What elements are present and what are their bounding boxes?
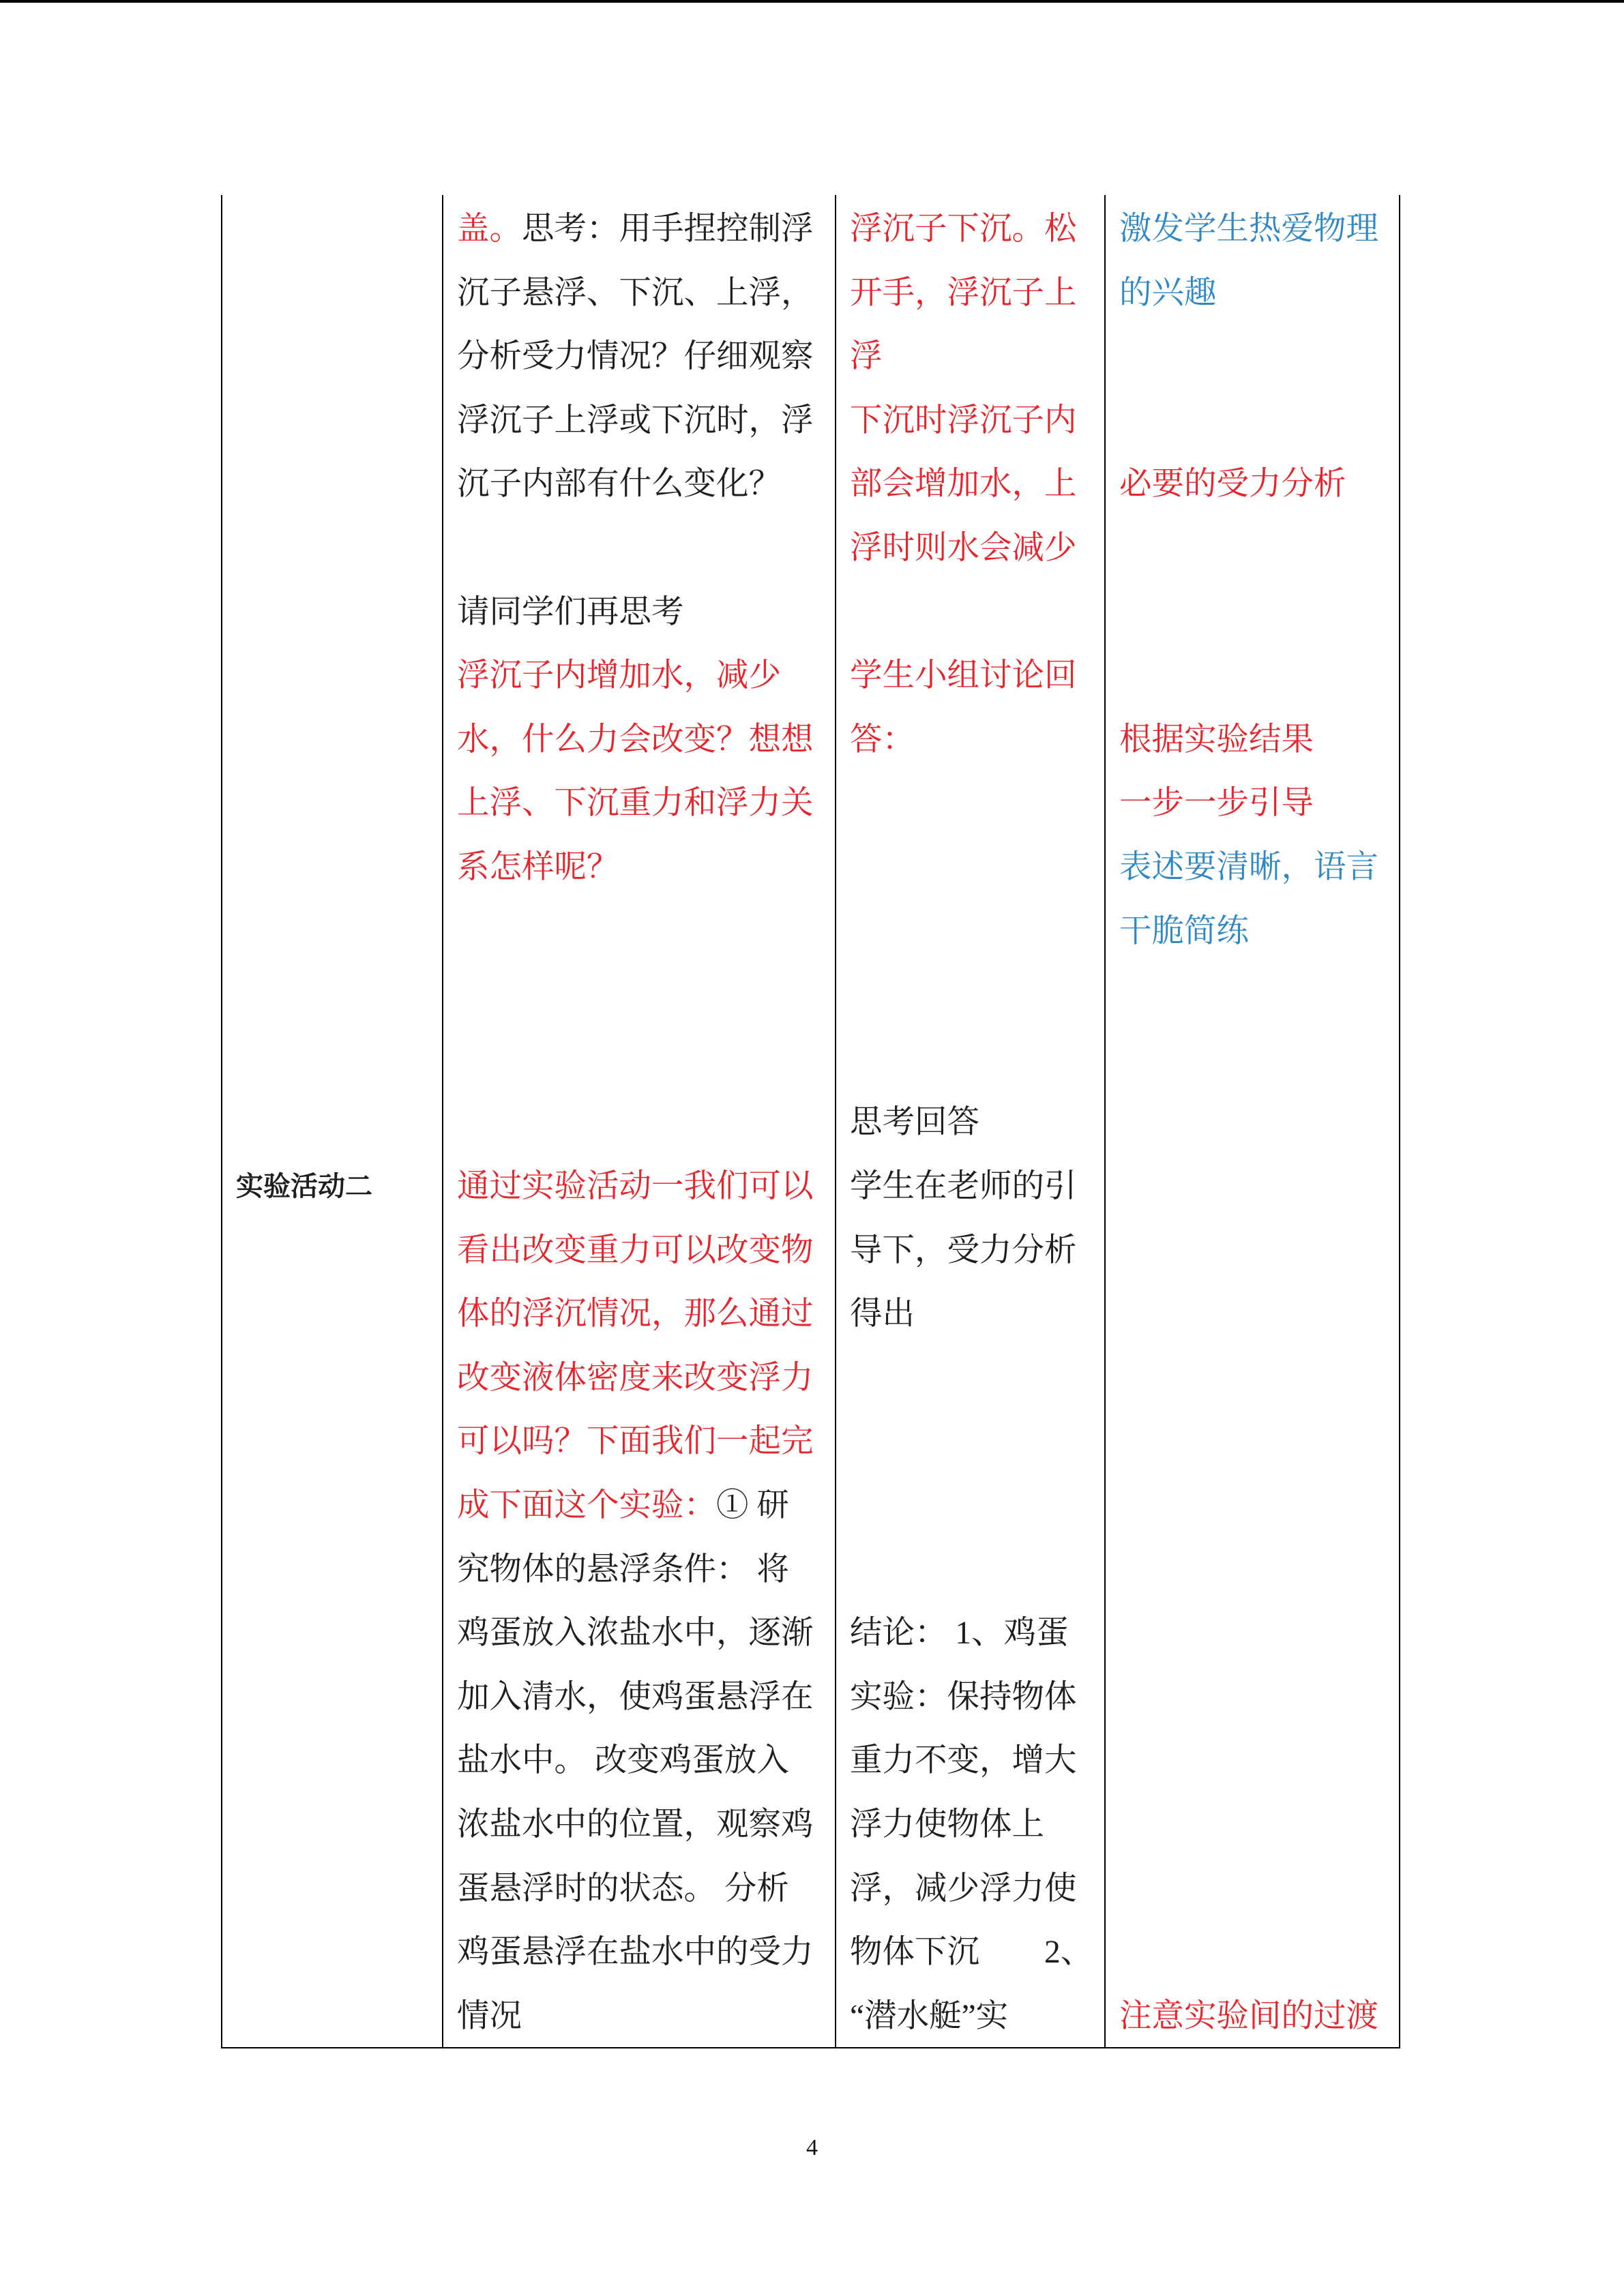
teacher-activity-line [457, 1602, 814, 1666]
text-run: 通过实验活动一我们可以 [457, 1169, 814, 1204]
text-run: 鸡蛋悬浮在盐水中的受力 [457, 1935, 814, 1971]
text-run: 水，什么力会改变？想想 [457, 721, 814, 758]
text-run: 浮沉子上浮或下沉时，浮 [457, 402, 814, 438]
teacher-activity-line [457, 581, 684, 645]
teacher-activity-line [457, 1474, 789, 1538]
text-run: ① 研 [716, 1488, 789, 1523]
text-run: 盖。 [457, 211, 522, 247]
page-number: 4 [806, 2135, 818, 2160]
text-run: 体的浮沉情况，那么通过 [457, 1296, 814, 1332]
text-run: 学生在老师的引 [850, 1169, 1077, 1204]
text-run: 成下面这个实验： [457, 1488, 716, 1523]
text-run: 浮沉子内增加水，减少 [457, 658, 781, 694]
row-label: 实验活动二 [236, 1172, 372, 1202]
teacher-activity-line [457, 1793, 814, 1858]
notes-cell [1104, 195, 1400, 2047]
text-run: 浮，减少浮力使 [850, 1870, 1077, 1907]
text-run: 表述要清晰，语言 [1119, 850, 1378, 885]
text-run: 注意实验间的过渡 [1119, 1998, 1378, 2034]
text-run: 部会增加水，上 [850, 466, 1077, 503]
teacher-activity-line [457, 262, 814, 326]
teacher-activity-line [457, 644, 781, 709]
page-top-edge [0, 0, 1624, 3]
teacher-activity-line [457, 1858, 789, 1922]
text-run: 上浮、下沉重力和浮力关 [457, 786, 814, 822]
teacher-activity-line [457, 1410, 814, 1474]
text-run: 结论： 1、鸡蛋 [850, 1615, 1069, 1652]
student-activity-line [850, 644, 1077, 709]
text-run: 必要的受力分析 [1119, 466, 1346, 503]
text-run: 导下，受力分析 [850, 1232, 1077, 1268]
text-run: 蛋悬浮时的状态。 分析 [457, 1870, 789, 1907]
note-line [1119, 262, 1217, 326]
text-run: 实验：保持物体 [850, 1679, 1077, 1715]
text-run: 干脆简练 [1119, 913, 1249, 949]
student-activity-cell [835, 195, 1104, 2047]
text-run: 浮力使物体上 [850, 1807, 1044, 1843]
text-run: 系怎样呢？ [457, 850, 619, 885]
text-run: “潜水艇”实 [850, 1998, 1009, 2034]
note-line [1119, 1985, 1378, 2049]
lesson-plan-table [221, 195, 1400, 2048]
teacher-activity-line [457, 1155, 814, 1219]
text-run: 重力不变，增大 [850, 1743, 1077, 1779]
text-run: 沉子内部有什么变化？ [457, 466, 781, 503]
text-run: 究物体的悬浮条件： 将 [457, 1551, 789, 1587]
teacher-activity-line [457, 453, 781, 517]
text-run: 思考：用手捏控制浮 [522, 211, 814, 247]
teacher-activity-line [457, 1538, 789, 1602]
text-run: 答： [850, 721, 915, 758]
text-run: 的兴趣 [1119, 275, 1217, 311]
teacher-activity-line [457, 836, 619, 900]
teacher-activity-line [457, 325, 814, 389]
teacher-activity-cell [442, 195, 835, 2047]
teacher-activity-line [457, 1921, 814, 1985]
teacher-activity-line [457, 1729, 789, 1793]
student-activity-line [850, 1155, 1077, 1219]
student-activity-line [850, 325, 883, 389]
note-line [1119, 453, 1346, 517]
text-run: 情况 [457, 1998, 522, 2034]
student-activity-line [850, 262, 1077, 326]
teacher-activity-line [457, 198, 814, 262]
student-activity-line [850, 709, 915, 773]
text-run: 得出 [850, 1296, 915, 1332]
text-run: 分析受力情况？仔细观察 [457, 339, 814, 375]
text-run: 物体下沉 2、 [850, 1935, 1093, 1971]
teacher-activity-line [457, 1985, 522, 2049]
text-run: 请同学们再思考 [457, 594, 684, 630]
student-activity-line [850, 1666, 1077, 1730]
note-line [1119, 198, 1378, 262]
student-activity-line [850, 1985, 1008, 2049]
text-run: 下沉时浮沉子内 [850, 402, 1077, 438]
teacher-activity-line [457, 1347, 814, 1411]
text-run: 加入清水，使鸡蛋悬浮在 [457, 1679, 814, 1715]
student-activity-line [850, 1091, 979, 1155]
student-activity-line [850, 1729, 1077, 1793]
student-activity-line [850, 453, 1077, 517]
student-activity-line [850, 1858, 1077, 1922]
text-run: 激发学生热爱物理 [1119, 211, 1378, 247]
text-run: 思考回答 [850, 1105, 979, 1141]
text-run: 一步一步引导 [1119, 786, 1314, 822]
teacher-activity-line [457, 709, 814, 773]
text-run: 学生小组讨论回 [850, 658, 1077, 694]
text-run: 沉子悬浮、下沉、上浮， [457, 275, 814, 311]
row-label-cell [221, 195, 442, 2047]
text-run: 改变液体密度来改变浮力 [457, 1360, 814, 1396]
note-line [1119, 772, 1314, 836]
student-activity-line [850, 517, 1077, 581]
note-line [1119, 900, 1249, 964]
note-line [1119, 836, 1378, 900]
student-activity-line [850, 1602, 1069, 1666]
text-run: 开手，浮沉子上 [850, 275, 1077, 311]
teacher-activity-line [457, 772, 814, 836]
student-activity-line [850, 1793, 1044, 1858]
note-line [1119, 709, 1314, 773]
text-run: 盐水中。 改变鸡蛋放入 [457, 1743, 789, 1779]
teacher-activity-line [457, 1219, 814, 1283]
teacher-activity-line [457, 1283, 814, 1347]
text-run: 浓盐水中的位置，观察鸡 [457, 1807, 814, 1843]
text-run: 根据实验结果 [1119, 721, 1314, 758]
text-run: 浮沉子下沉。松 [850, 211, 1077, 247]
student-activity-line [850, 389, 1077, 453]
text-run: 看出改变重力可以改变物 [457, 1232, 814, 1268]
student-activity-line [850, 1219, 1077, 1283]
student-activity-line [850, 1921, 1093, 1985]
teacher-activity-line [457, 389, 814, 453]
student-activity-line [850, 1283, 915, 1347]
text-run: 浮 [850, 339, 883, 375]
text-run: 浮时则水会减少 [850, 531, 1077, 566]
text-run: 可以吗？下面我们一起完 [457, 1424, 814, 1460]
teacher-activity-line [457, 1666, 814, 1730]
text-run: 鸡蛋放入浓盐水中，逐渐 [457, 1615, 814, 1652]
student-activity-line [850, 198, 1077, 262]
